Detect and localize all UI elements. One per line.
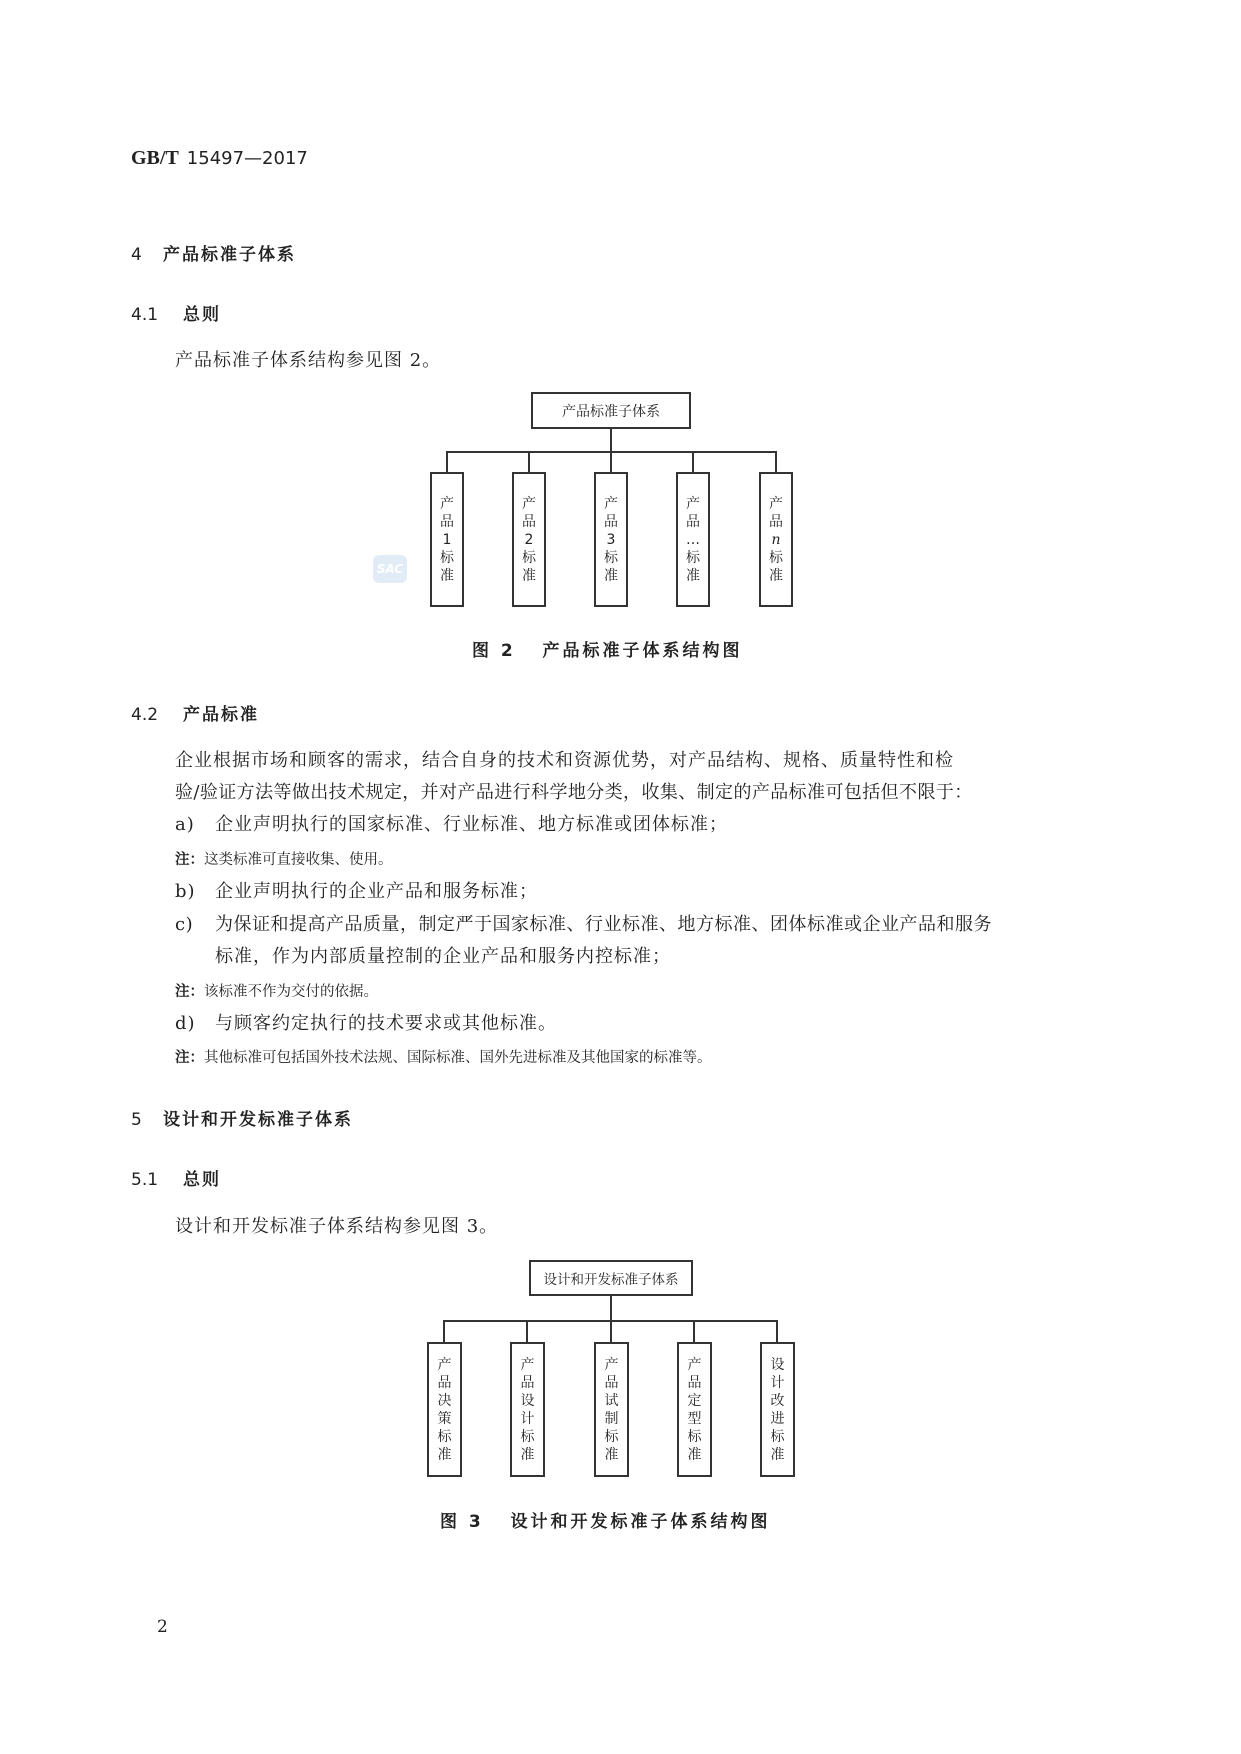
char: 品 <box>440 513 454 530</box>
char: 品 <box>769 513 783 530</box>
list-marker: d) <box>175 1013 196 1034</box>
char: 产 <box>604 495 618 512</box>
section-title: 设计和开发标准子体系 <box>163 1110 353 1130</box>
char: 准 <box>686 567 700 584</box>
section-title: 总则 <box>183 1170 221 1190</box>
list-text: 为保证和提高产品质量，制定严于国家标准、行业标准、地方标准、团体标准或企业产品和服务 <box>215 914 992 935</box>
note <box>175 1046 712 1067</box>
list-item-c <box>175 910 992 936</box>
char: 产 <box>686 495 700 512</box>
list-item-a <box>175 810 728 836</box>
note-label: 注： <box>175 852 204 868</box>
char: n <box>771 531 781 548</box>
char: 计 <box>770 1374 785 1391</box>
char: 标 <box>604 549 618 566</box>
char: 标 <box>686 549 700 566</box>
caption-label: 图 3 <box>440 1512 484 1532</box>
char: 定 <box>687 1392 702 1409</box>
list-marker: b) <box>175 881 196 902</box>
char: 产 <box>604 1356 619 1373</box>
char: 设 <box>770 1356 785 1373</box>
sac-watermark-logo: SAC <box>373 555 407 583</box>
figure-2-caption <box>472 636 743 661</box>
char: 标 <box>437 1428 452 1445</box>
standard-prefix: GB/T <box>131 147 179 169</box>
list-item-c-continued: 标准，作为内部质量控制的企业产品和服务内控标准； <box>215 946 671 967</box>
page-number: 2 <box>157 1617 168 1637</box>
connector-line <box>526 1320 528 1343</box>
list-text: 企业声明执行的企业产品和服务标准； <box>215 881 538 902</box>
note <box>175 980 378 1001</box>
diagram-child-box <box>677 1342 712 1477</box>
connector-line <box>775 451 777 473</box>
char: 准 <box>604 1446 619 1463</box>
list-item-b <box>175 877 538 903</box>
char: 试 <box>604 1392 619 1409</box>
char: 品 <box>604 1374 619 1391</box>
char: 2 <box>524 531 534 548</box>
diagram-child-box <box>430 472 464 607</box>
char: 决 <box>437 1392 452 1409</box>
diagram-root-box: 设计和开发标准子体系 <box>529 1260 693 1296</box>
note-text: 其他标准可包括国外技术法规、国际标准、国外先进标准及其他国家的标准等。 <box>204 1050 712 1066</box>
char: 准 <box>440 567 454 584</box>
section-title: 产品标准 <box>183 705 259 725</box>
diagram-child-box <box>594 472 628 607</box>
connector-line <box>443 1320 445 1343</box>
note-text: 该标准不作为交付的依据。 <box>204 984 378 1000</box>
char: 准 <box>520 1446 535 1463</box>
char: 标 <box>604 1428 619 1445</box>
diagram-child-box <box>759 472 793 607</box>
note-label: 注： <box>175 984 204 1000</box>
char: 标 <box>687 1428 702 1445</box>
char: … <box>686 531 700 548</box>
char: 产 <box>522 495 536 512</box>
char: 标 <box>520 1428 535 1445</box>
char: 准 <box>437 1446 452 1463</box>
char: 计 <box>520 1410 535 1427</box>
section-5-1-heading <box>131 1165 221 1190</box>
char: 1 <box>442 531 452 548</box>
paragraph-line: 企业根据市场和顾客的需求，结合自身的技术和资源优势，对产品结构、规格、质量特性和检 <box>175 750 954 771</box>
diagram-child-box <box>512 472 546 607</box>
char: 标 <box>522 549 536 566</box>
char: 产 <box>687 1356 702 1373</box>
caption-text: 产品标准子体系结构图 <box>542 641 743 661</box>
figure-3-caption <box>440 1507 771 1532</box>
section-number: 5 <box>131 1110 144 1130</box>
section-number: 4 <box>131 245 144 265</box>
standard-number: 15497—2017 <box>186 148 308 169</box>
char: 标 <box>769 549 783 566</box>
connector-line <box>692 451 694 473</box>
char: 品 <box>686 513 700 530</box>
note-text: 这类标准可直接收集、使用。 <box>204 852 393 868</box>
char: 3 <box>606 531 616 548</box>
char: 品 <box>604 513 618 530</box>
standard-code <box>131 147 308 170</box>
connector-line <box>528 451 530 473</box>
char: 准 <box>769 567 783 584</box>
note <box>175 848 393 869</box>
connector-line <box>693 1320 695 1343</box>
char: 品 <box>520 1374 535 1391</box>
list-item-d <box>175 1009 557 1035</box>
char: 设 <box>520 1392 535 1409</box>
diagram-child-box <box>760 1342 795 1477</box>
connector-line <box>443 1320 778 1322</box>
char: 产 <box>769 495 783 512</box>
char: 品 <box>522 513 536 530</box>
section-5-heading <box>131 1105 353 1130</box>
list-text: 企业声明执行的国家标准、行业标准、地方标准或团体标准； <box>215 814 728 835</box>
list-marker: c) <box>175 914 194 935</box>
char: 品 <box>437 1374 452 1391</box>
char: 准 <box>687 1446 702 1463</box>
char: 准 <box>522 567 536 584</box>
char: 制 <box>604 1410 619 1427</box>
char: 产 <box>520 1356 535 1373</box>
char: 标 <box>440 549 454 566</box>
connector-line <box>776 1320 778 1343</box>
char: 进 <box>770 1410 785 1427</box>
paragraph: 产品标准子体系结构参见图 2。 <box>175 350 442 371</box>
list-marker: a) <box>175 814 195 835</box>
section-4-1-heading <box>131 300 221 325</box>
section-number: 4.2 <box>131 705 159 725</box>
char: 型 <box>687 1410 702 1427</box>
char: 产 <box>437 1356 452 1373</box>
char: 标 <box>770 1428 785 1445</box>
diagram-child-box <box>594 1342 629 1477</box>
char: 改 <box>770 1392 785 1409</box>
char: 产 <box>440 495 454 512</box>
diagram-child-box <box>427 1342 462 1477</box>
char: 策 <box>437 1410 452 1427</box>
connector-line <box>446 451 776 453</box>
paragraph: 设计和开发标准子体系结构参见图 3。 <box>175 1216 499 1237</box>
char: 品 <box>687 1374 702 1391</box>
section-4-2-heading <box>131 700 259 725</box>
paragraph-line: 验/验证方法等做出技术规定，并对产品进行科学地分类，收集、制定的产品标准可包括但不限于： <box>175 782 973 803</box>
diagram-child-box <box>676 472 710 607</box>
char: 准 <box>770 1446 785 1463</box>
diagram-child-box <box>510 1342 545 1477</box>
section-number: 5.1 <box>131 1170 159 1190</box>
note-label: 注： <box>175 1050 204 1066</box>
diagram-root-box: 产品标准子体系 <box>531 392 691 429</box>
section-title: 产品标准子体系 <box>163 245 296 265</box>
section-number: 4.1 <box>131 305 159 325</box>
section-title: 总则 <box>183 305 221 325</box>
connector-line <box>446 451 448 473</box>
caption-text: 设计和开发标准子体系结构图 <box>510 1512 771 1532</box>
caption-label: 图 2 <box>472 641 516 661</box>
section-4-heading <box>131 240 296 265</box>
list-text: 与顾客约定执行的技术要求或其他标准。 <box>215 1013 557 1034</box>
char: 准 <box>604 567 618 584</box>
